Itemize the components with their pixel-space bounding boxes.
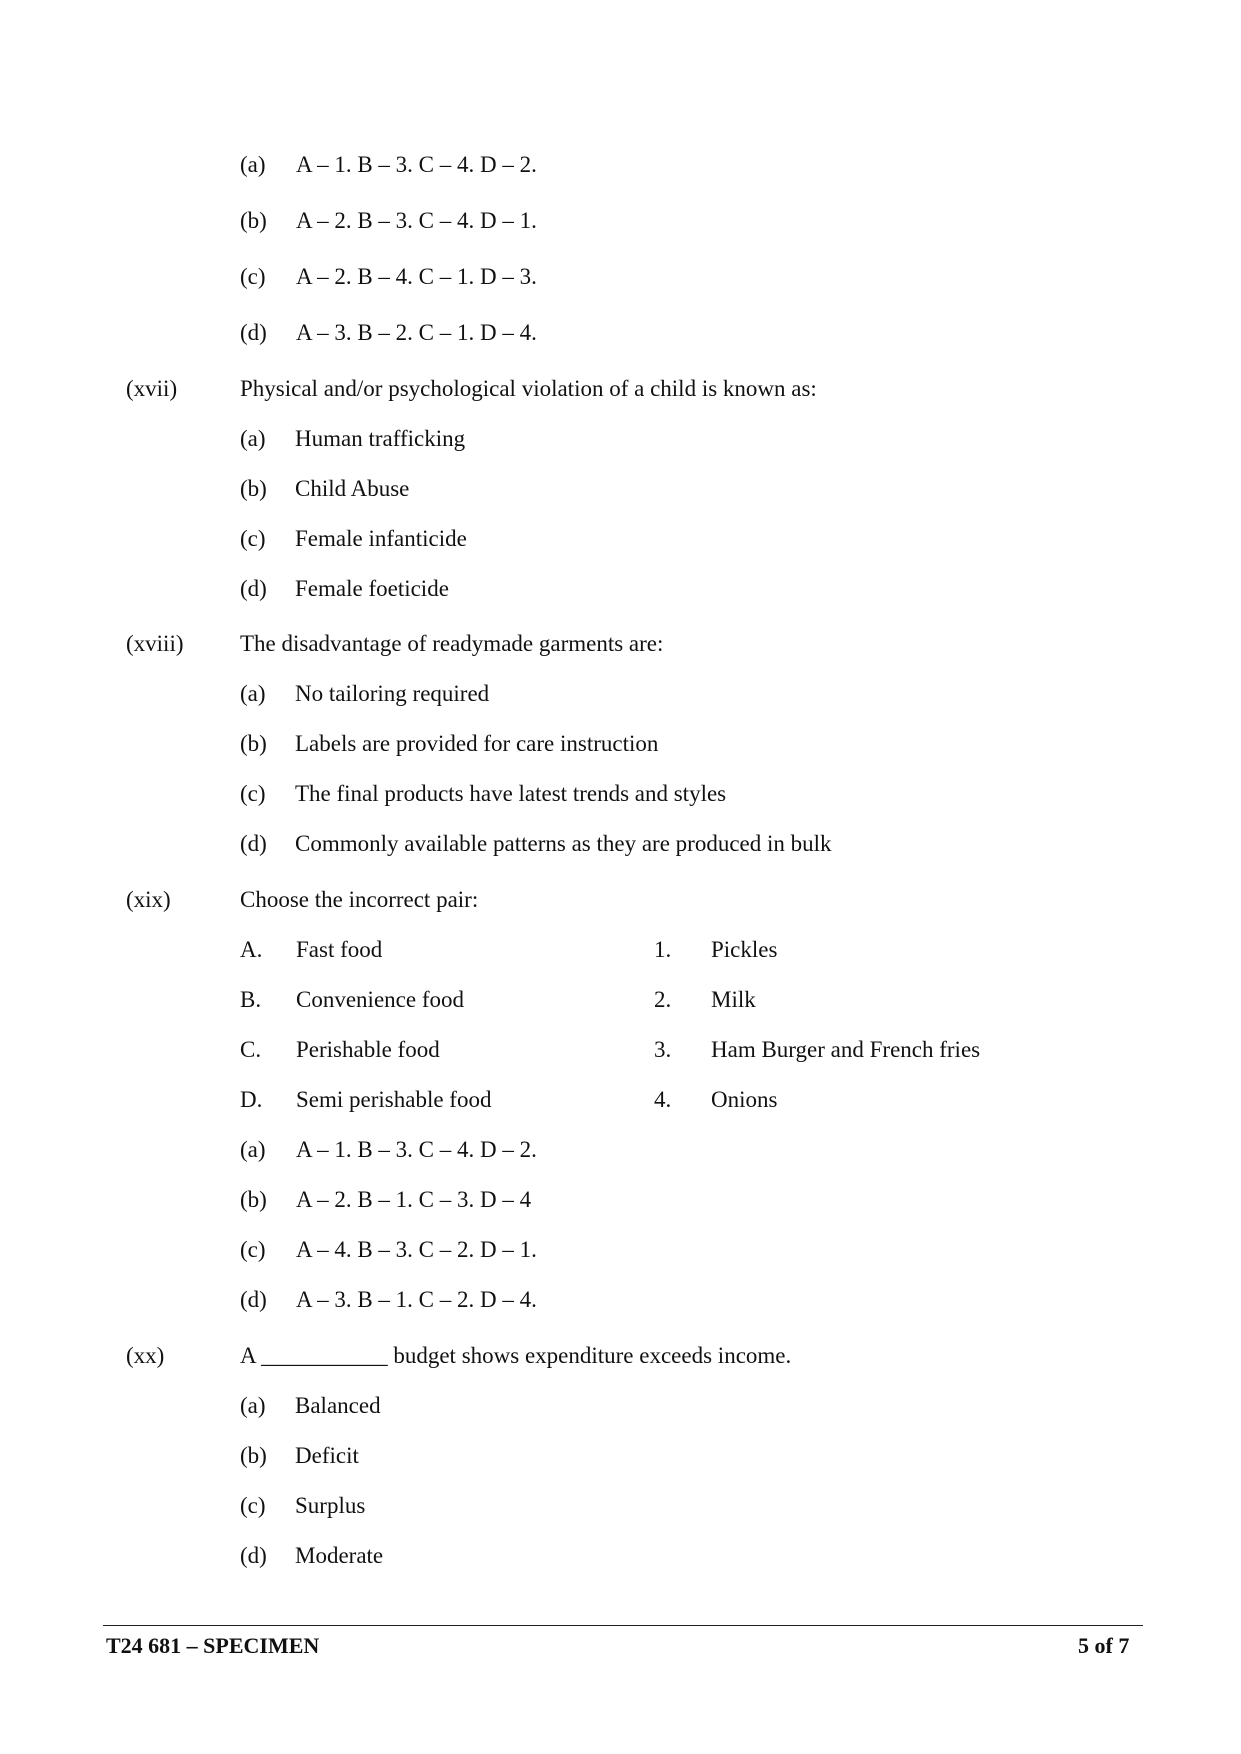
option-text: A – 2. B – 4. C – 1. D – 3.: [296, 264, 537, 289]
option-label: (a): [240, 1393, 266, 1418]
option-text: Child Abuse: [295, 476, 410, 501]
option-text: Commonly available patterns as they are produced in bulk: [295, 831, 832, 856]
option-text: The final products have latest trends and styles: [295, 781, 727, 806]
option-label: (d): [240, 1543, 267, 1568]
pair-right-label: 3.: [654, 1037, 672, 1062]
question-number: (xvii): [126, 376, 178, 401]
option-text: A – 2. B – 3. C – 4. D – 1.: [296, 208, 537, 233]
question-stem: A ___________ budget shows expenditure exceeds income.: [240, 1343, 792, 1368]
option-label: (d): [240, 1287, 267, 1312]
option-label: (b): [240, 1443, 267, 1468]
option-label: (c): [240, 1237, 266, 1262]
option-label: (d): [240, 576, 267, 601]
option-label: (b): [240, 1187, 267, 1212]
option-text: Deficit: [295, 1443, 359, 1468]
pair-left-text: Fast food: [296, 937, 383, 962]
page-number: 5 of 7: [1078, 1633, 1130, 1658]
option-text: A – 1. B – 3. C – 4. D – 2.: [296, 1137, 537, 1162]
pair-right-text: Milk: [711, 987, 756, 1012]
option-label: (b): [240, 208, 267, 233]
pair-left-text: Semi perishable food: [296, 1087, 492, 1112]
option-label: (c): [240, 1493, 266, 1518]
option-label: (a): [240, 152, 266, 177]
option-text: Human trafficking: [295, 426, 466, 451]
pair-right-text: Onions: [711, 1087, 778, 1112]
option-text: Moderate: [295, 1543, 384, 1568]
option-text: A – 3. B – 1. C – 2. D – 4.: [296, 1287, 537, 1312]
pair-left-label: C.: [240, 1037, 262, 1062]
option-label: (a): [240, 426, 266, 451]
option-label: (b): [240, 476, 267, 501]
pair-left-label: A.: [240, 937, 263, 962]
option-label: (c): [240, 264, 266, 289]
option-text: Female foeticide: [295, 576, 449, 601]
pair-right-label: 2.: [654, 987, 672, 1012]
question-stem: The disadvantage of readymade garments are:: [240, 631, 664, 656]
option-label: (b): [240, 731, 267, 756]
option-text: Labels are provided for care instruction: [295, 731, 659, 756]
paper-code: T24 681 – SPECIMEN: [106, 1633, 320, 1658]
question-number: (xix): [126, 887, 171, 912]
pair-left-text: Convenience food: [296, 987, 464, 1012]
option-text: A – 3. B – 2. C – 1. D – 4.: [296, 320, 537, 345]
option-text: Balanced: [295, 1393, 381, 1418]
option-label: (a): [240, 1137, 266, 1162]
option-label: (c): [240, 781, 266, 806]
pair-right-text: Ham Burger and French fries: [711, 1037, 981, 1062]
option-label: (a): [240, 681, 266, 706]
pair-left-label: B.: [240, 987, 262, 1012]
pair-left-text: Perishable food: [296, 1037, 440, 1062]
option-text: A – 2. B – 1. C – 3. D – 4: [296, 1187, 532, 1212]
option-label: (d): [240, 831, 267, 856]
option-text: Female infanticide: [295, 526, 467, 551]
question-number: (xviii): [126, 631, 184, 656]
pair-right-label: 1.: [654, 937, 672, 962]
footer-divider: [103, 1625, 1143, 1626]
option-text: A – 4. B – 3. C – 2. D – 1.: [296, 1237, 537, 1262]
option-text: Surplus: [295, 1493, 366, 1518]
question-stem: Choose the incorrect pair:: [240, 887, 479, 912]
question-stem: Physical and/or psychological violation of a child is known as:: [240, 376, 817, 401]
pair-right-text: Pickles: [711, 937, 778, 962]
question-number: (xx): [126, 1343, 165, 1368]
pair-right-label: 4.: [654, 1087, 672, 1112]
option-text: A – 1. B – 3. C – 4. D – 2.: [296, 152, 537, 177]
option-text: No tailoring required: [295, 681, 490, 706]
option-label: (d): [240, 320, 267, 345]
pair-left-label: D.: [240, 1087, 263, 1112]
option-label: (c): [240, 526, 266, 551]
